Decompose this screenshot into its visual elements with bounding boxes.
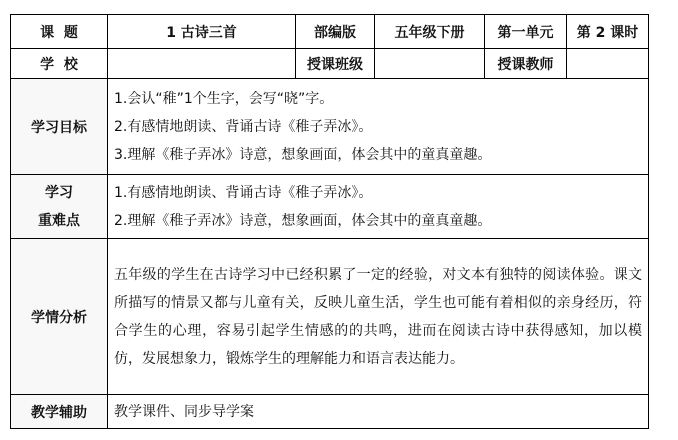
- edition-cell: 部编版: [296, 15, 375, 49]
- school-value: [108, 49, 296, 79]
- objective-item: 1.会认“稚”1个生字，会写“晓”字。: [114, 90, 334, 107]
- key-points-label-line2: 重难点: [38, 212, 80, 229]
- key-points-label-line1: 学习: [45, 184, 73, 201]
- school-label: 学 校: [11, 49, 108, 79]
- objective-item: 3.理解《稚子弄冰》诗意，想象画面，体会其中的童真童趣。: [114, 146, 492, 163]
- grade-cell: 五年级下册: [375, 15, 485, 49]
- period-cell: 第 2 课时: [567, 15, 649, 49]
- objectives-content: [108, 79, 649, 175]
- key-points-row: [11, 175, 649, 239]
- analysis-content: [108, 239, 649, 395]
- objective-item: 2.有感情地朗读、背诵古诗《稚子弄冰》。: [114, 118, 373, 135]
- analysis-text: 五年级的学生在古诗学习中已经积累了一定的经验，对文本有独特的阅读体验。课文所描写的情景又都与儿童有关，反映儿童生活，学生也可能有着相似的亲身经历，符合学生的心理，容易引起学生情感的的共鸣，进而在阅读古诗中获得感知，加以模仿，发展想象力，锻炼学生的理解能力和语言表达能力。: [114, 266, 642, 367]
- key-point-item: 2.理解《稚子弄冰》诗意，想象画面，体会其中的童真童趣。: [114, 212, 492, 229]
- class-label: 授课班级: [296, 49, 375, 79]
- objectives-label: 学习目标: [11, 79, 108, 175]
- key-points-content: [108, 175, 649, 239]
- objectives-row: [11, 79, 649, 175]
- school-row: [11, 49, 649, 79]
- lesson-title: 1 古诗三首: [108, 15, 296, 49]
- analysis-row: [11, 239, 649, 395]
- subject-label: 课 题: [11, 15, 108, 49]
- teacher-label: 授课教师: [485, 49, 567, 79]
- class-value: [375, 49, 485, 79]
- teacher-value: [567, 49, 649, 79]
- aids-label: 教学辅助: [11, 395, 108, 429]
- analysis-label: 学情分析: [11, 239, 108, 395]
- key-points-label: [11, 175, 108, 239]
- unit-cell: 第一单元: [485, 15, 567, 49]
- key-point-item: 1.有感情地朗读、背诵古诗《稚子弄冰》。: [114, 184, 373, 201]
- aids-value: 教学课件、同步导学案: [108, 395, 649, 429]
- aids-row: [11, 395, 649, 429]
- lesson-plan-table: [10, 14, 649, 429]
- header-row: [11, 15, 649, 49]
